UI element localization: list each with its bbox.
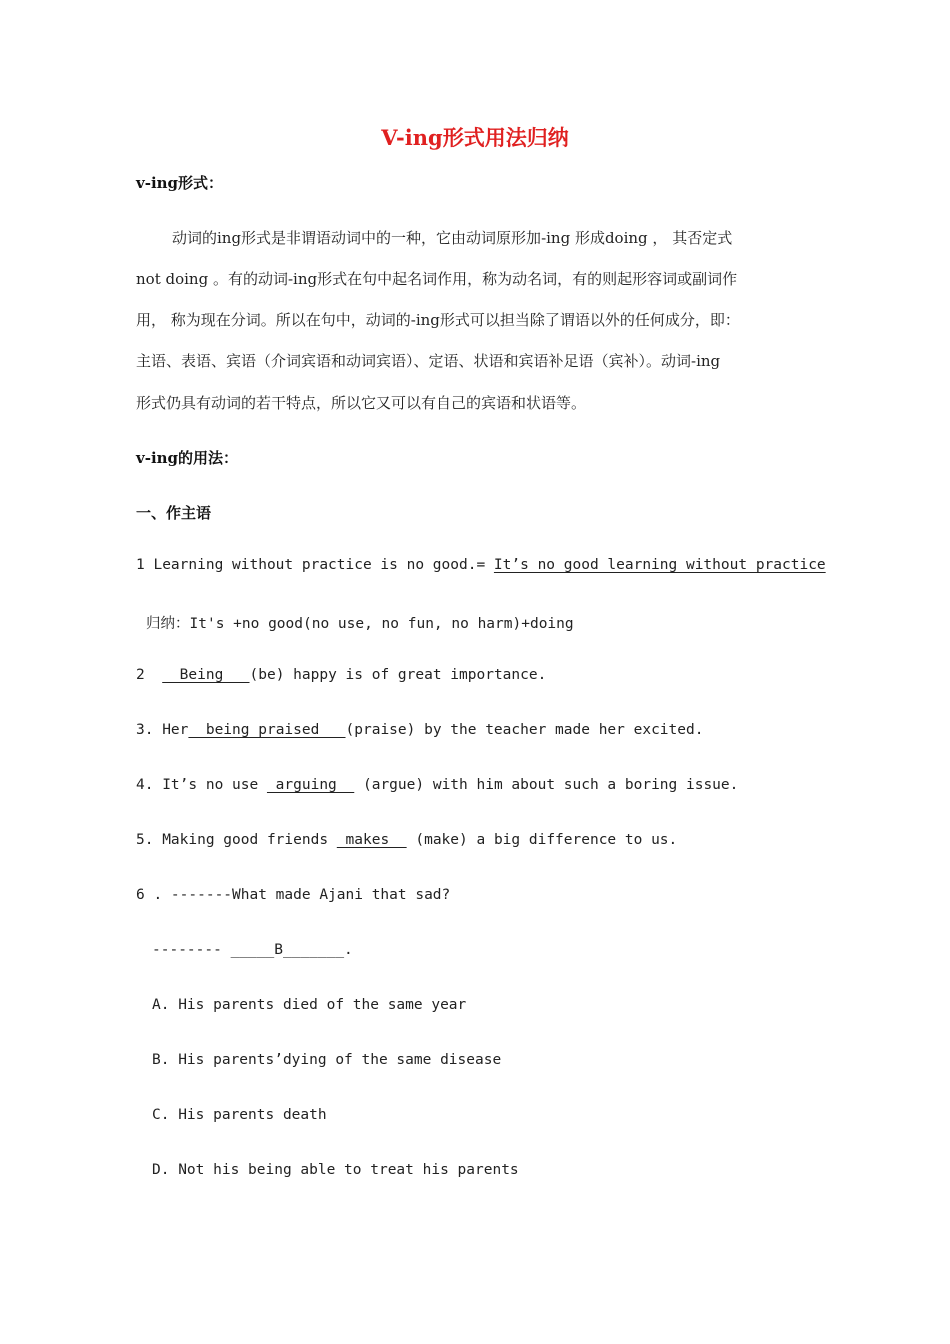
option-a: A. His parents died of the same year (152, 997, 467, 1013)
item-2-answer: Being (162, 667, 250, 683)
option-c: C. His parents death (152, 1107, 327, 1123)
item-1-answer: It’s no good learning without practice (493, 557, 826, 573)
item-4-suffix: (argue) with him about such a boring issue. (354, 777, 739, 793)
item-5-prefix: 5. Making good friends (136, 832, 337, 848)
option-d: D. Not his being able to treat his parents (152, 1162, 519, 1178)
item-3-prefix: 3. Her (136, 722, 189, 738)
document-title: V-ing形式用法归纳 (381, 125, 569, 150)
exercise-item-4 (136, 777, 826, 793)
form-paragraph-line-5: 形式仍具有动词的若干特点，所以它又可以有自己的宾语和状语等。 (136, 394, 587, 412)
form-paragraph-line-3: 用， 称为现在分词。所以在句中，动词的-ing形式可以担当除了谓语以外的任何成分，即： (136, 311, 740, 329)
exercise-item-6-question: 6 . -------What made Ajani that sad? (136, 887, 451, 903)
section-heading-form: v-ing形式： (136, 174, 224, 192)
subsection-heading-subject: 一、作主语 (136, 504, 212, 522)
item-5-suffix: (make) a big difference to us. (406, 832, 678, 848)
item-5-answer: makes (336, 832, 407, 848)
item-4-prefix: 4. It’s no use (136, 777, 267, 793)
summary-line: 归纳：It's +no good(no use, no fun, no harm)+doing (146, 616, 574, 632)
exercise-item-3 (136, 722, 826, 738)
exercise-item-6-answer-line: -------- _____B_______. (152, 942, 353, 958)
exercise-item-5 (136, 832, 826, 848)
item-3-answer: being praised (188, 722, 346, 738)
item-3-suffix: (praise) by the teacher made her excited. (345, 722, 704, 738)
section-heading-usage: v-ing的用法： (136, 449, 239, 467)
item-2-prefix: 2 (136, 667, 163, 683)
exercise-item-2 (136, 667, 826, 683)
form-paragraph-line-4: 主语、表语、宾语（介词宾语和动词宾语）、定语、状语和宾语补足语（宾补）。动词-ing (136, 352, 721, 370)
option-b: B. His parents’dying of the same disease (152, 1052, 502, 1068)
item-1-prefix: 1 Learning without practice is no good.= (136, 557, 494, 573)
item-4-answer: arguing (266, 777, 355, 793)
form-paragraph-line-1: 动词的ing形式是非谓语动词中的一种，它由动词原形加-ing 形成doing ， 其否定式 (172, 229, 733, 247)
form-paragraph-line-2: not doing 。有的动词-ing形式在句中起名词作用，称为动名词，有的则起形容词或副词作 (136, 270, 738, 288)
exercise-item-1 (136, 557, 826, 573)
item-2-suffix: (be) happy is of great importance. (249, 667, 547, 683)
